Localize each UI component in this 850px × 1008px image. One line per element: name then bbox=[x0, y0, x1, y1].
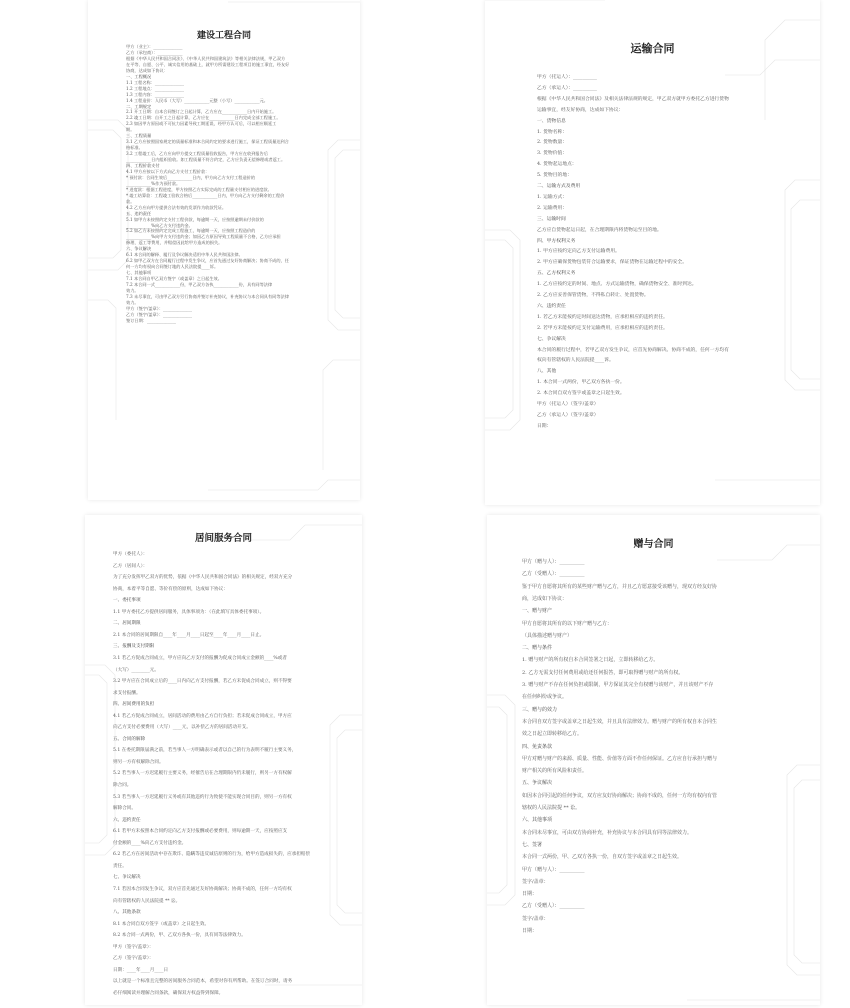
section-heading: 六、违约责任 bbox=[537, 303, 566, 309]
section-heading: 四、免责条款 bbox=[522, 743, 553, 750]
section-heading: 三、赠与的效力 bbox=[522, 706, 558, 713]
contract-line: 责任。 bbox=[113, 863, 127, 869]
contract-line: 除合同。 bbox=[113, 783, 132, 788]
contract-line: 7.3 未尽事宜，可由甲乙双方另行协商并签订补充协议，补充协议与本合同具有同等法律 bbox=[126, 293, 289, 299]
contract-line: 必仔细阅读并理解合同条款，确保双方权益得到保障。 bbox=[113, 990, 224, 996]
section-heading: 四、甲方权利义务 bbox=[537, 238, 576, 244]
contract-line: * 预付款：合同生效后____________日内，甲方向乙方支付工程造价的 bbox=[126, 174, 256, 180]
contract-line: 辖权的人民法院提 ** 讼。 bbox=[522, 805, 581, 811]
contract-line: 2. 乙方应妥善保管货物，不得私自转让、处置货物。 bbox=[537, 293, 649, 298]
section-heading: 二、居间期限 bbox=[113, 621, 141, 627]
section-heading: 三、工程质量 bbox=[126, 133, 152, 139]
contract-line: 乙方应自货物起运日起，在合理期限内将货物运至目的地。 bbox=[537, 227, 662, 233]
contract-line: 乙方（受赠人）：__________ bbox=[522, 571, 585, 578]
contract-line: 1.2 工程地点：______________ bbox=[126, 85, 185, 91]
contract-line: 为了充分发挥甲乙双方的优势，依据《中华人民共和国合同法》的相关规定，经双方充分 bbox=[113, 575, 293, 581]
contract-line: 日期： bbox=[522, 891, 538, 898]
contract-line: 2. 本合同自双方签字或盖章之日起生效。 bbox=[537, 391, 625, 397]
contract-line: 3. 货物价值： bbox=[537, 151, 568, 157]
circuit-line-decoration bbox=[485, 0, 820, 505]
contract-line: 6.1 本合同的解释、履行及争议解决适用中华人民共和国法律。 bbox=[126, 252, 243, 258]
contract-line: 1. 甲方应按约定向乙方支付运输费用。 bbox=[537, 249, 620, 255]
contract-line: 签订日期：______________ bbox=[126, 317, 177, 323]
section-heading: 三、报酬及支付期限 bbox=[113, 644, 155, 650]
contract-line: ____________日内组织验收。如工程质量不符合约定，乙方应负责无偿修理或者返工。 bbox=[126, 157, 286, 163]
contract-line: 甲方（赠与人）：__________ bbox=[522, 866, 585, 873]
contract-line: 鉴于甲方自愿将其所有的某些财产赠与乙方，并且乙方愿意接受该赠与，现双方经友好协 bbox=[522, 583, 718, 590]
contract-line: 2. 若甲方未能按约定支付运输费用，应承担相应的违约责任。 bbox=[537, 325, 668, 331]
contract-line: 甲方（签字/盖章）： bbox=[113, 944, 154, 950]
contract-line: 向乙方支付必要费用（大写）____元，以补偿乙方的居间活动开支。 bbox=[113, 725, 251, 731]
section-heading: 三、运输时间 bbox=[537, 216, 566, 222]
contract-line: 甲方（托运人）：__________ bbox=[537, 75, 597, 80]
contract-line: 甲方（托运人）（签字/盖章） bbox=[537, 402, 599, 407]
contract-line: 在平等、自愿、公平、诚实信用的基础上，就甲方所需建设工程项目的施工事宜，经友好 bbox=[126, 61, 290, 67]
contract-line: 商，达成如下协议： bbox=[522, 595, 568, 602]
contract-line: 日期： bbox=[522, 928, 538, 934]
contract-line: 签字/盖章： bbox=[522, 878, 549, 885]
section-heading: 七、其他事项 bbox=[126, 270, 152, 276]
contract-line: 3.2 甲方应在合同成立后的____日内向乙方支付报酬，若乙方未促成合同成立，则不得要 bbox=[113, 679, 292, 685]
contract-line: 1. 货物名称： bbox=[537, 129, 568, 135]
contract-line: 6.1 若甲方未按照本合同约定向乙方支付报酬或必要费用，则每逾期一天，应按照应支 bbox=[113, 829, 288, 835]
contract-line: 财产相关的所有风险和责任。 bbox=[522, 768, 588, 775]
contract-line: 2. 货物数量： bbox=[537, 140, 568, 146]
contract-line: 甲方（业主）：______________ bbox=[126, 44, 183, 49]
contract-line: 5. 货物目的地： bbox=[537, 173, 572, 179]
section-heading: 一、货物信息 bbox=[537, 118, 566, 124]
contract-line: 根据《中华人民共和国合同法》、《中华人民共和国建筑法》等相关法律法规，甲乙双方 bbox=[126, 55, 286, 61]
section-heading: 八、其他 bbox=[537, 369, 557, 375]
section-heading: 六、争议解决 bbox=[126, 246, 152, 252]
contract-line: 何一方均有权向合同签订地的人民法院提____诉。 bbox=[126, 264, 219, 270]
contract-line: 7.1 若因本合同发生争议，双方应首先通过友好协商解决；协商不成的，任何一方均有权 bbox=[113, 886, 292, 892]
contract-line: 甲方自愿将其所有的以下财产赠与乙方： bbox=[522, 620, 613, 627]
contract-line: 协商，达成如下协议： bbox=[126, 67, 168, 73]
section-heading: 五、合同的解除 bbox=[113, 736, 146, 742]
contract-line: 4.1 甲方应按以下方式向乙方支付工程价款： bbox=[126, 168, 210, 174]
contract-line: 1. 若乙方未能按约定时间送达货物，应承担相应的违约责任。 bbox=[537, 314, 668, 320]
contract-title: 居间服务合同 bbox=[194, 533, 252, 544]
contract-line: 5.3 若当事人一方迟延履行义务或有其他违约行为致使不能实现合同目的，则另一方有权 bbox=[113, 794, 292, 800]
contract-line: 5.2 如乙方未按照约定完成工程施工，每逾期一天，应按照工程造价的 bbox=[126, 228, 256, 234]
contract-line: 1.3 工程内容：______________ bbox=[126, 91, 185, 97]
contract-line: 1. 乙方应按约定的时间、地点、方式运输货物，确保货物安全、准时到达。 bbox=[537, 282, 697, 288]
section-heading: 六、其他事项 bbox=[522, 817, 553, 824]
contract-line: 本合同的履行过程中，若甲乙双方发生争议，应首先协商解决。协商不成的，任何一方均有 bbox=[537, 347, 729, 353]
contract-line: * 竣工结算款：工程竣工验收合格后____________日内，甲方向乙方支付剩余的工程价 bbox=[126, 192, 285, 198]
contract-page-gift bbox=[487, 515, 820, 1005]
contract-line: 乙方（签字/盖章）： bbox=[113, 956, 154, 962]
contract-line: 根据《中华人民共和国合同法》及相关法律法规的规定，甲乙双方就甲方委托乙方进行货物 bbox=[537, 96, 729, 102]
contract-line: 签字/盖章： bbox=[522, 915, 549, 922]
contract-line: 在任何纠纷或争议。 bbox=[522, 694, 568, 701]
contract-line: 格标准。 bbox=[126, 145, 143, 151]
contract-line: 7.1 本合同自甲乙双方签字（或盖章）之日起生效。 bbox=[126, 276, 222, 282]
contract-line: 日期： bbox=[537, 423, 552, 429]
contract-line: 7.2 本合同一式____________份，甲乙双方各执____________份，具有同等法律 bbox=[126, 282, 273, 287]
contract-line: 甲方（签字/盖章）：______________ bbox=[126, 305, 193, 311]
contract-line: 1.4 工程造价：人民币（大写）____________元整（小写）____________元。 bbox=[126, 97, 268, 103]
section-heading: 二、工期规定 bbox=[126, 103, 152, 109]
contract-line: 款。 bbox=[126, 198, 135, 204]
contract-line: 8.2 本合同一式两份，甲、乙双方各执一份，具有同等法律效力。 bbox=[113, 933, 246, 939]
contract-line: 本合同未尽事宜，可由双方协商补充，补充协议与本合同具有同等法律效力。 bbox=[522, 829, 693, 836]
contract-line: 付金额的____%向乙方支付违约金。 bbox=[113, 840, 187, 846]
contract-line: 3.1 若乙方促成合同成立，甲方应向乙方支付的报酬为促成合同成立金额的____%或者 bbox=[113, 655, 287, 661]
contract-line: 4.1 若乙方促成合同成立，居间活动的费用由乙方自行负担；若未促成合同成立，甲方应 bbox=[113, 713, 292, 719]
contract-line: 乙方（承包商）：____________ bbox=[126, 49, 183, 55]
contract-title: 赠与合同 bbox=[633, 539, 674, 550]
contract-line: 效之日起立即转移给乙方。 bbox=[522, 731, 583, 738]
contract-line: 2.1 开工日期：自本合同签订之日起计算，乙方应在____________日内开始施工。 bbox=[126, 109, 277, 115]
contract-line: 8.1 本合同自双方签字（或盖章）之日起生效。 bbox=[113, 921, 210, 927]
contract-line: 解除合同。 bbox=[113, 806, 136, 812]
contract-line: 期。 bbox=[126, 127, 135, 133]
contract-line: 如因本合同引起的任何争议，双方应友好协商解决；协商不成的，任何一方均有权向有管 bbox=[522, 792, 718, 799]
section-heading: 五、争议解决 bbox=[522, 780, 553, 787]
contract-line: 4.2 乙方应向甲方提供合法有效的发票作为收款凭证。 bbox=[126, 204, 227, 210]
contract-page-construction bbox=[88, 0, 360, 500]
section-heading: 七、争议解决 bbox=[537, 336, 566, 342]
contract-line: 4. 货物起运地点： bbox=[537, 162, 577, 168]
contract-line: 协商，本着平等自愿、等价有偿的原则，达成如下协议： bbox=[113, 586, 228, 592]
contract-line: 以上就是一个标准且完整的居间服务合同范本，希望对你有所帮助。在签订合同时，请务 bbox=[113, 979, 293, 985]
contract-line: 6.2 如甲乙双方在合同履行过程中发生争议，应首先通过友好协商解决；协商不成的，任 bbox=[126, 258, 289, 264]
contract-line: 权向有管辖权的人民法院提____诉。 bbox=[537, 358, 614, 364]
contract-line: 2. 运输费用： bbox=[537, 205, 568, 211]
contract-title: 建设工程合同 bbox=[196, 31, 251, 41]
contract-line: （具体描述赠与财产） bbox=[522, 632, 573, 639]
contract-line: * 进度款：根据工程进度，甲方按照乙方实际完成的工程量支付相应的进度款。 bbox=[126, 186, 272, 192]
contract-title: 运输合同 bbox=[630, 42, 675, 55]
contract-line: 向有管辖权的人民法院提 ** 讼。 bbox=[113, 898, 181, 904]
contract-line: 效力。 bbox=[126, 299, 139, 305]
section-heading: 七、签署 bbox=[522, 841, 543, 848]
contract-line: 甲方（赠与人）：__________ bbox=[522, 559, 585, 565]
contract-line: 乙方（承运人）：__________ bbox=[537, 85, 597, 91]
contract-line: 甲方对赠与财产的来源、质量、性能、价值等方面不作任何保证。乙方应自行承担与赠与 bbox=[522, 755, 718, 762]
section-heading: 二、赠与条件 bbox=[522, 645, 553, 652]
contract-line: 5.2 若当事人一方迟延履行主要义务，经催告后在合理期限内仍未履行，则另一方有权解 bbox=[113, 771, 292, 777]
section-heading: 六、违约责任 bbox=[113, 817, 141, 823]
contract-line: 乙方（居间人）： bbox=[113, 563, 148, 569]
section-heading: 五、乙方权利义务 bbox=[537, 271, 576, 277]
contract-line: ____________%作为预付款。 bbox=[126, 180, 181, 186]
contract-line: 5.1 在委托期限届满之前，若当事人一方明确表示或者以自己的行为表明不履行主要义务， bbox=[113, 748, 297, 754]
section-heading: 二、运输方式及费用 bbox=[537, 184, 581, 189]
section-heading: 四、工程价款支付 bbox=[126, 163, 160, 168]
section-heading: 五、违约责任 bbox=[126, 210, 152, 216]
contract-line: 乙方（签字/盖章）：______________ bbox=[126, 311, 193, 317]
contract-line: 效力。 bbox=[126, 287, 139, 293]
contract-line: 运输事宜，经友好协商，达成如下协议： bbox=[537, 107, 624, 113]
contract-line: 3. 赠与财产不存在任何负担或限制，甲方保证其完全有权赠与该财产，并且该财产不存 bbox=[522, 682, 714, 688]
contract-line: 3.2 工程竣工后，乙方应向甲方提交工程质量验收报告，甲方应在收到报告后 bbox=[126, 151, 268, 157]
contract-line: 本合同自双方签字或盖章之日起生效，并且具有法律效力。赠与财产的所有权自本合同生 bbox=[522, 718, 718, 725]
contract-line: 本合同一式两份，甲、乙双方各执一份，自双方签字或盖章之日起生效。 bbox=[522, 854, 683, 861]
contract-line: 5.1 如甲方未按照约定支付工程价款，每逾期一天，应按照逾期未付价款的 bbox=[126, 216, 264, 222]
contract-line: 2.2 竣工日期：自开工之日起计算，乙方应在____________日内完成全部工程施工。 bbox=[126, 115, 281, 121]
contract-line: 乙方（承运人）（签字/盖章） bbox=[537, 412, 599, 418]
contract-line: 2.3 如因甲方原因或不可抗力因素导致工期延误，经甲方认可后，可以相应顺延工 bbox=[126, 121, 277, 127]
contract-line: 1.1 工程名称：______________ bbox=[126, 79, 185, 85]
contract-line: 1.1 甲方委托乙方提供居间服务，具体事项为：（在此填写具体委托事项）。 bbox=[113, 609, 265, 615]
contract-line: 1. 运输方式： bbox=[537, 194, 568, 200]
contract-line: 甲方（委托人）： bbox=[113, 552, 148, 557]
contract-line: 乙方（受赠人）：__________ bbox=[522, 903, 585, 910]
section-heading: 四、居间费用的负担 bbox=[113, 702, 155, 708]
section-heading: 八、其他条款 bbox=[113, 910, 141, 916]
contract-line: 2. 甲方应确保货物包装符合运输要求，保证货物在运输过程中的安全。 bbox=[537, 260, 688, 266]
contract-line: 2. 乙方无需支付任何费用或给还任何报答，即可取得赠与财产的所有权。 bbox=[522, 669, 684, 676]
section-heading: 一、赠与财产 bbox=[522, 608, 553, 615]
contract-line: 3.1 乙方应按照国家规定的质量标准和本合同约定的要求进行施工，保证工程质量达到合 bbox=[126, 139, 289, 145]
contract-line: 6.2 若乙方在居间活动中存在欺诈、隐瞒等违反诚信原则的行为，给甲方造成损失的，应承担赔偿 bbox=[113, 852, 311, 858]
contract-line: 求支付报酬。 bbox=[113, 690, 141, 696]
contract-line: 2.1 本合同的居间期限自____年____月____日起至____年____月____日止。 bbox=[113, 632, 265, 638]
contract-line: 1. 本合同一式两份，甲乙双方各执一份。 bbox=[537, 380, 625, 386]
contract-line: ____________%向甲方支付违约金；如因乙方原因导致工程质量不合格，乙方应承担 bbox=[126, 234, 281, 240]
section-heading: 七、争议解决 bbox=[113, 875, 141, 881]
contract-line: （大写）________元。 bbox=[113, 667, 159, 673]
section-heading: 一、委托事项 bbox=[113, 598, 141, 604]
contract-page-intermediary bbox=[85, 515, 362, 1005]
contract-line: 日期：____年____月____日 bbox=[113, 967, 169, 973]
contract-line: 1. 赠与财产的所有权自本合同签署之日起，立即转移给乙方。 bbox=[522, 657, 659, 664]
section-heading: 一、工程概况 bbox=[126, 73, 152, 79]
contract-line: 则另一方有权解除合同。 bbox=[113, 759, 164, 765]
contract-line: ____________%向乙方支付违约金。 bbox=[126, 222, 193, 228]
contract-page-transport bbox=[485, 0, 820, 505]
contract-line: 修理、返工等费用，并赔偿因此给甲方造成的损失。 bbox=[126, 240, 223, 246]
